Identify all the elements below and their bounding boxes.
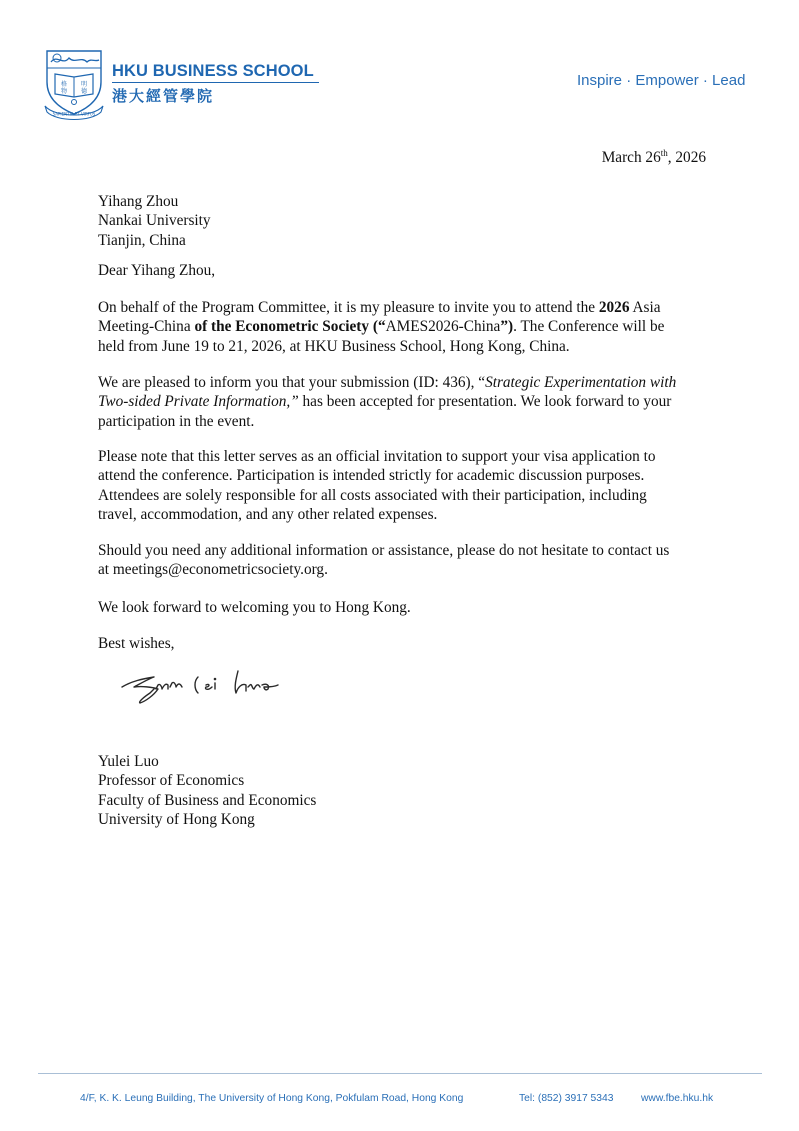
paragraph-contact: [98, 541, 718, 580]
text-span: On behalf of the Program Committee, it is my pleasure to invite you to attend the: [98, 299, 599, 316]
conference-dates-venue: held from June 19 to 21, 2026, at HKU Business School, Hong Kong, China.: [98, 337, 570, 355]
text-line: attend the conference. Participation is intended strictly for academic discussion purposes.: [98, 467, 645, 485]
svg-text:物: 物: [60, 88, 68, 95]
handwritten-signature: [118, 665, 333, 710]
paragraph-acceptance: [98, 373, 718, 431]
svg-text:SAPIENTIA ET VIRTUS: SAPIENTIA ET VIRTUS: [52, 111, 96, 117]
signatory-name: Yulei Luo: [98, 753, 159, 770]
text-line: Should you need any additional information or assistance, please do not hesitate to contact us: [98, 542, 670, 559]
letter-date: [602, 148, 706, 167]
text-span: has been accepted for presentation. We look forward to your: [298, 393, 672, 411]
recipient-address: [98, 192, 718, 250]
signature-icon: [118, 665, 333, 710]
svg-text:明: 明: [80, 81, 88, 88]
signatory-faculty: Faculty of Business and Economics: [98, 791, 317, 809]
school-name-chinese: 港大經管學院: [112, 87, 215, 105]
text-span: Meeting-China: [98, 318, 195, 336]
bold-year: 2026: [598, 299, 630, 316]
date-ordinal-suffix: th: [660, 148, 668, 158]
paper-title: Two-sided Private Information,”: [98, 393, 299, 411]
footer-website-link[interactable]: www.fbe.hku.hk: [641, 1093, 714, 1104]
text-span: .: [324, 561, 328, 579]
paper-title: Strategic Experimentation with: [485, 374, 677, 391]
signatory-title: Professor of Economics: [98, 772, 245, 790]
paragraph-invitation: [98, 298, 718, 356]
closing: Best wishes,: [98, 635, 175, 652]
text-span: We are pleased to inform you that your submission (ID: 436), “: [98, 374, 486, 391]
text-span: at: [98, 561, 113, 579]
salutation: Dear Yihang Zhou,: [98, 262, 216, 279]
date-month-day: March 26: [601, 149, 661, 166]
text-line: Attendees are solely responsible for all costs associated with their participation, including: [98, 486, 647, 504]
recipient-institution: Nankai University: [98, 212, 211, 230]
bold-quote-close: ”): [500, 318, 514, 336]
hku-crest-logo: [43, 48, 105, 122]
text-line: Please note that this letter serves as an official invitation to support your visa application to: [98, 448, 656, 465]
paragraph-visa-note: [98, 447, 718, 524]
date-year: , 2026: [667, 149, 706, 166]
school-tagline: Inspire · Empower · Lead: [577, 72, 746, 89]
paragraph-welcome: We look forward to welcoming you to Hong Kong.: [98, 599, 411, 616]
signatory-block: [98, 752, 718, 829]
footer-address: 4/F, K. K. Leung Building, The University of Hong Kong, Pokfulam Road, Hong Kong: [80, 1093, 464, 1104]
text-span: . The Conference will be: [513, 318, 665, 336]
contact-email-link[interactable]: meetings@econometricsociety.org: [112, 561, 325, 579]
text-line: travel, accommodation, and any other related expenses.: [98, 505, 438, 523]
svg-text:格: 格: [60, 81, 68, 88]
conference-abbreviation: AMES2026-China: [385, 318, 501, 336]
footer-telephone: Tel: (852) 3917 5343: [519, 1093, 614, 1104]
signatory-university: University of Hong Kong: [98, 810, 255, 828]
text-span: Asia: [629, 299, 661, 316]
recipient-name: Yihang Zhou: [98, 193, 179, 210]
text-span: participation in the event.: [98, 412, 255, 430]
recipient-location: Tianjin, China: [98, 231, 186, 249]
footer-divider: [38, 1073, 762, 1074]
letterhead-divider: [112, 82, 319, 83]
school-name-english: HKU BUSINESS SCHOOL: [112, 62, 314, 80]
svg-text:德: 德: [80, 88, 88, 95]
crest-icon: [43, 48, 105, 122]
bold-society: of the Econometric Society (“: [194, 318, 386, 336]
